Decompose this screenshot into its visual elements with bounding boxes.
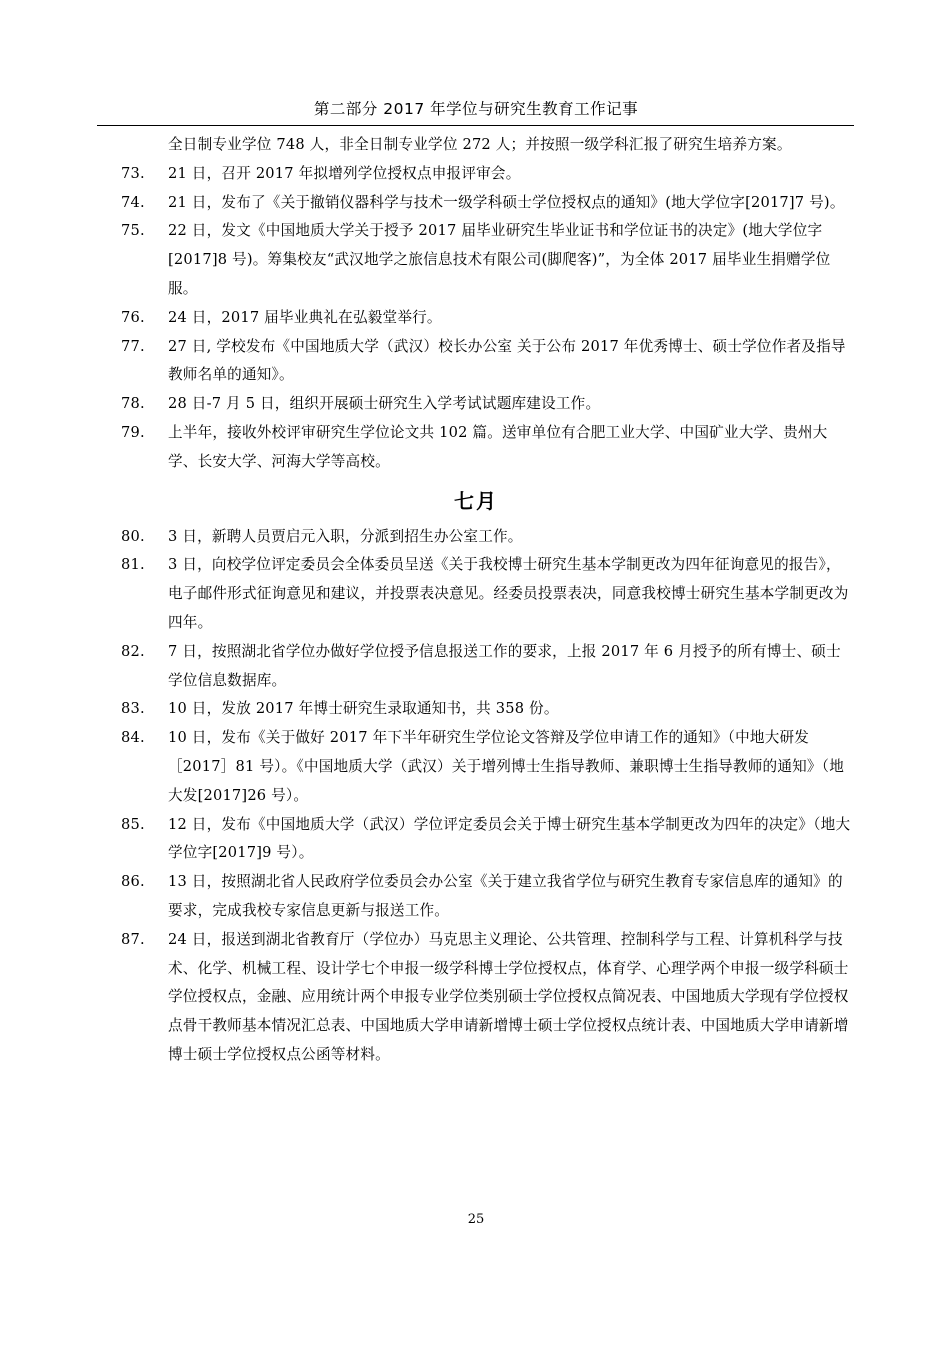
continuation-paragraph <box>121 131 854 160</box>
list-item <box>121 724 854 810</box>
list-item <box>121 304 854 333</box>
list-item <box>121 551 854 637</box>
item-text: 28 日-7 月 5 日，组织开展硕士研究生入学考试试题库建设工作。 <box>168 395 601 413</box>
list-item <box>121 811 854 869</box>
item-text: 3 日，向校学位评定委员会全体委员呈送《关于我校博士研究生基本学制更改为四年征询意见的报告》，电子邮件形式征询意见和建议，并投票表决意见。经委员投票表决，同意我校博士研究生基本学制更改为四年。 <box>168 556 849 631</box>
item-text: 上半年，接收外校评审研究生学位论文共 102 篇。送审单位有合肥工业大学、中国矿业大学、贵州大学、长安大学、河海大学等高校。 <box>168 423 828 470</box>
item-text: 10 日，发布《关于做好 2017 年下半年研究生学位论文答辩及学位申请工作的通知》（中地大研发［2017］81 号）。《中国地质大学（武汉）关于增列博士生指导教师、兼职博士生指导教师的通知》（地大发[2017]26 号）。 <box>168 729 844 804</box>
header-rule <box>97 125 854 126</box>
item-number: 79. <box>121 423 145 441</box>
list-item <box>121 160 854 189</box>
list-item <box>121 390 854 419</box>
item-text: 13 日，按照湖北省人民政府学位委员会办公室《关于建立我省学位与研究生教育专家信息库的通知》的要求，完成我校专家信息更新与报送工作。 <box>168 873 843 919</box>
item-text: 24 日，2017 届毕业典礼在弘毅堂举行。 <box>168 308 442 326</box>
item-number: 77. <box>121 337 145 355</box>
item-number: 73. <box>121 164 145 182</box>
continuation-text: 全日制专业学位 748 人，非全日制专业学位 272 人；并按照一级学科汇报了研究生培养方案。 <box>168 136 792 153</box>
item-text: 21 日，召开 2017 年拟增列学位授权点申报评审会。 <box>168 164 521 182</box>
running-header: 第二部分 2017 年学位与研究生教育工作记事 <box>313 100 639 118</box>
page-body <box>0 131 952 1070</box>
month-heading: 七月 <box>454 488 498 513</box>
entry-list-july <box>0 523 952 1070</box>
item-number: 83. <box>121 700 145 718</box>
item-number: 86. <box>121 873 145 891</box>
list-item <box>121 189 854 218</box>
item-text: 12 日，发布《中国地质大学（武汉）学位评定委员会关于博士研究生基本学制更改为四年的决定》（地大学位字[2017]9 号）。 <box>168 815 851 862</box>
item-number: 76. <box>121 308 145 326</box>
page-number: 25 <box>467 1212 485 1227</box>
list-item <box>121 868 854 926</box>
list-item <box>121 926 854 1070</box>
item-text: 10 日，发放 2017 年博士研究生录取通知书，共 358 份。 <box>168 700 559 718</box>
item-text: 21 日，发布了《关于撤销仪器科学与技术一级学科硕士学位授权点的通知》(地大学位字[2017]7 号)。 <box>168 193 845 211</box>
list-item <box>121 333 854 391</box>
item-number: 74. <box>121 193 145 211</box>
item-number: 82. <box>121 642 145 660</box>
item-text: 3 日，新聘人员贾启元入职，分派到招生办公室工作。 <box>168 527 523 545</box>
list-item <box>121 217 854 303</box>
entry-list-june <box>0 160 952 477</box>
item-number: 75. <box>121 222 145 240</box>
item-number: 85. <box>121 815 145 833</box>
item-text: 27 日, 学校发布《中国地质大学（武汉）校长办公室 关于公布 2017 年优秀博士、硕士学位作者及指导教师名单的通知》。 <box>168 337 846 384</box>
item-number: 87. <box>121 930 145 948</box>
list-item <box>121 419 854 477</box>
list-item <box>121 695 854 724</box>
item-text: 24 日，报送到湖北省教育厅（学位办）马克思主义理论、公共管理、控制科学与工程、计算机科学与技术、化学、机械工程、设计学七个申报一级学科博士学位授权点，体育学、心理学两个申报一级学科硕士学位授权点，金融、应用统计两个申报专业学位类别硕士学位授权点简况表、中国地质大学现有学位授权点骨干教师基本情况汇总表、中国地质大学申请新增博士硕士学位授权点统计表、中国地质大学申请新增博士硕士学位授权点公函等材料。 <box>168 930 849 1063</box>
item-number: 80. <box>121 527 145 545</box>
list-item <box>121 638 854 696</box>
list-item <box>121 523 854 552</box>
item-number: 81. <box>121 556 145 574</box>
item-text: 7 日，按照湖北省学位办做好学位授予信息报送工作的要求，上报 2017 年 6 月授予的所有博士、硕士学位信息数据库。 <box>168 642 841 689</box>
item-number: 78. <box>121 395 145 413</box>
item-number: 84. <box>121 729 145 747</box>
item-text: 22 日，发文《中国地质大学关于授予 2017 届毕业研究生毕业证书和学位证书的决定》(地大学位字[2017]8 号)。筹集校友“武汉地学之旅信息技术有限公司(脚爬客)”，为全体 2017 届毕业生捐赠学位服。 <box>168 222 831 297</box>
